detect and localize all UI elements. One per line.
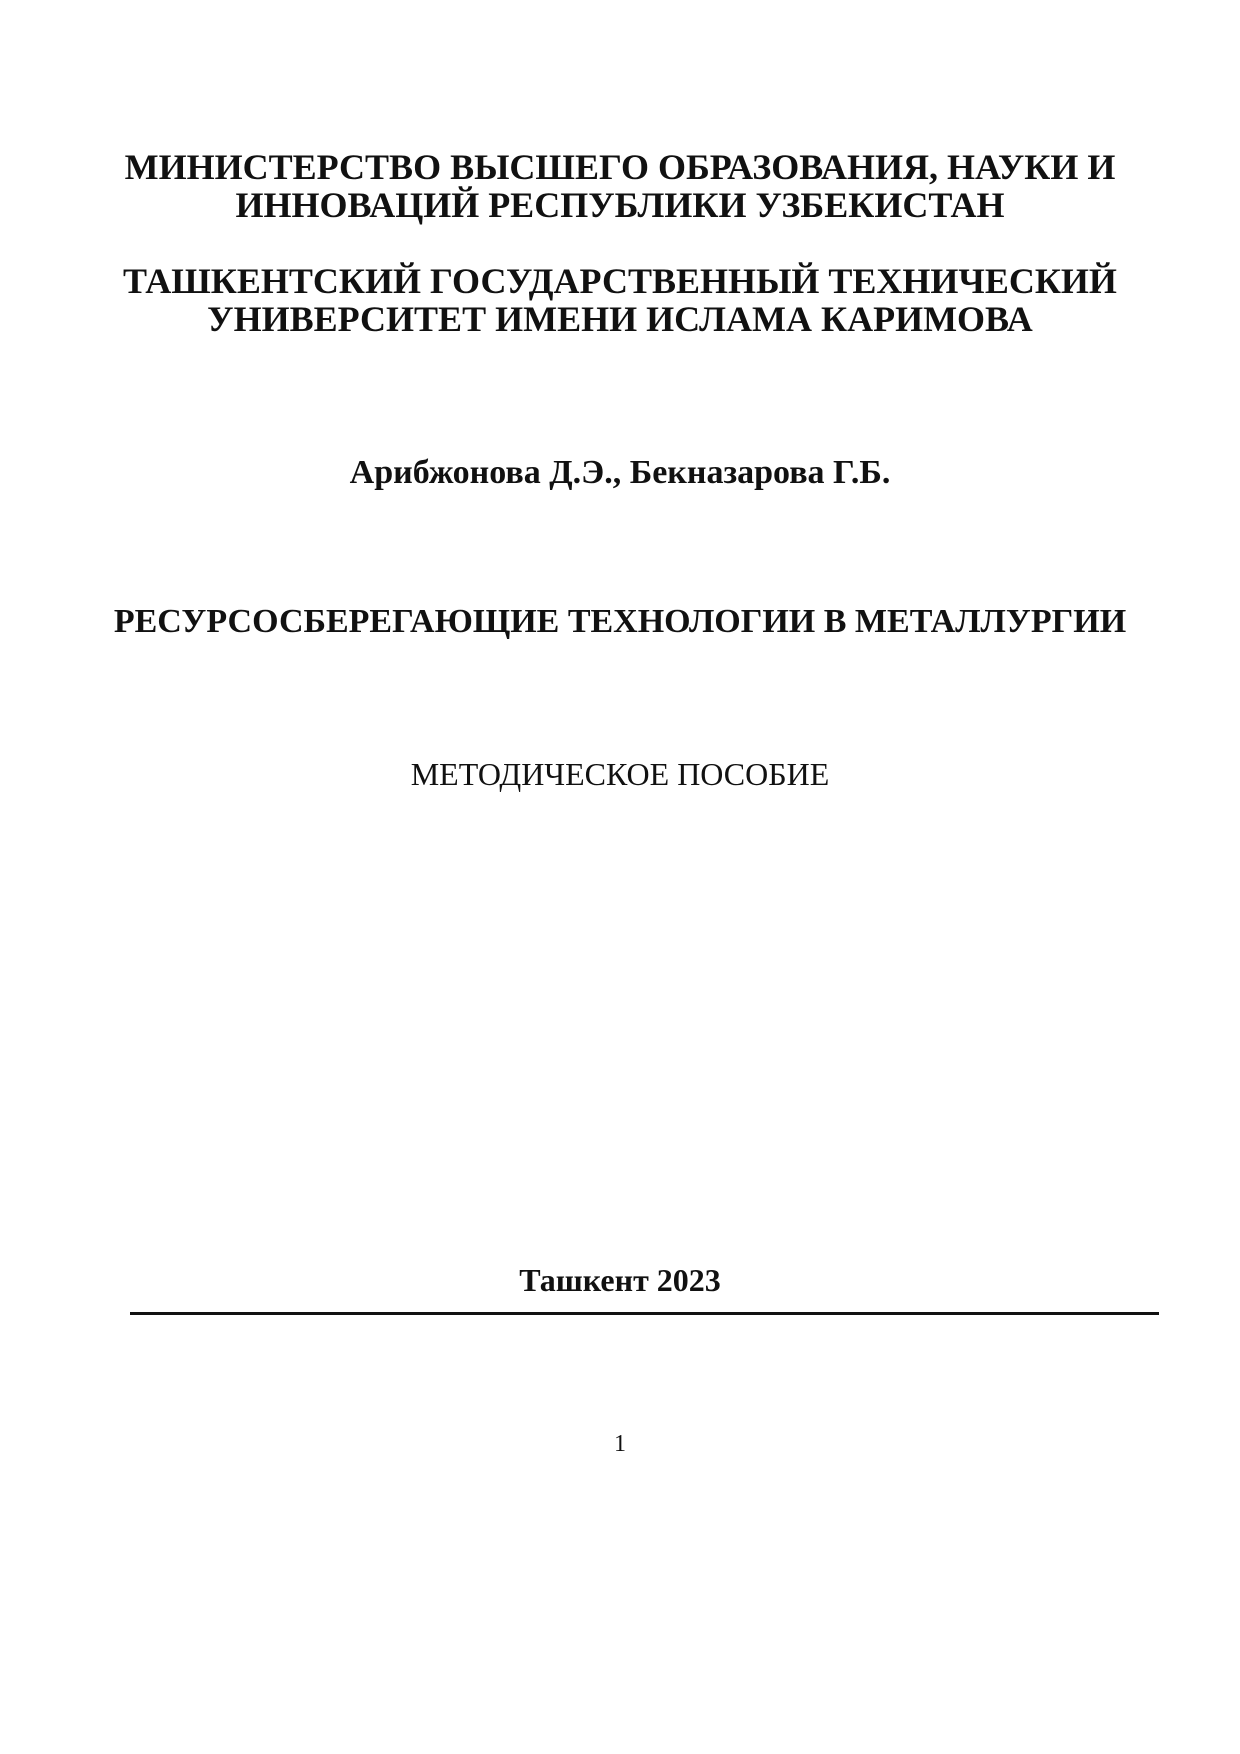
city-year: Ташкент 2023: [519, 1262, 721, 1298]
university-heading: [0, 262, 1240, 338]
university-line-2: УНИВЕРСИТЕТ ИМЕНИ ИСЛАМА КАРИМОВА: [207, 299, 1033, 339]
ministry-heading: [0, 148, 1240, 224]
document-title: РЕСУРСОСБЕРЕГАЮЩИЕ ТЕХНОЛОГИИ В МЕТАЛЛУРГИИ: [113, 603, 1127, 640]
university-line-1: ТАШКЕНТСКИЙ ГОСУДАРСТВЕННЫЙ ТЕХНИЧЕСКИЙ: [123, 261, 1117, 301]
page-number: 1: [614, 1431, 626, 1457]
authors: Арибжонова Д.Э., Бекназарова Г.Б.: [349, 454, 891, 491]
footer-rule: [130, 1312, 1159, 1315]
ministry-line-1: МИНИСТЕРСТВО ВЫСШЕГО ОБРАЗОВАНИЯ, НАУКИ И: [124, 147, 1116, 187]
ministry-line-2: ИННОВАЦИЙ РЕСПУБЛИКИ УЗБЕКИСТАН: [235, 185, 1005, 225]
document-type: МЕТОДИЧЕСКОЕ ПОСОБИЕ: [410, 756, 830, 792]
